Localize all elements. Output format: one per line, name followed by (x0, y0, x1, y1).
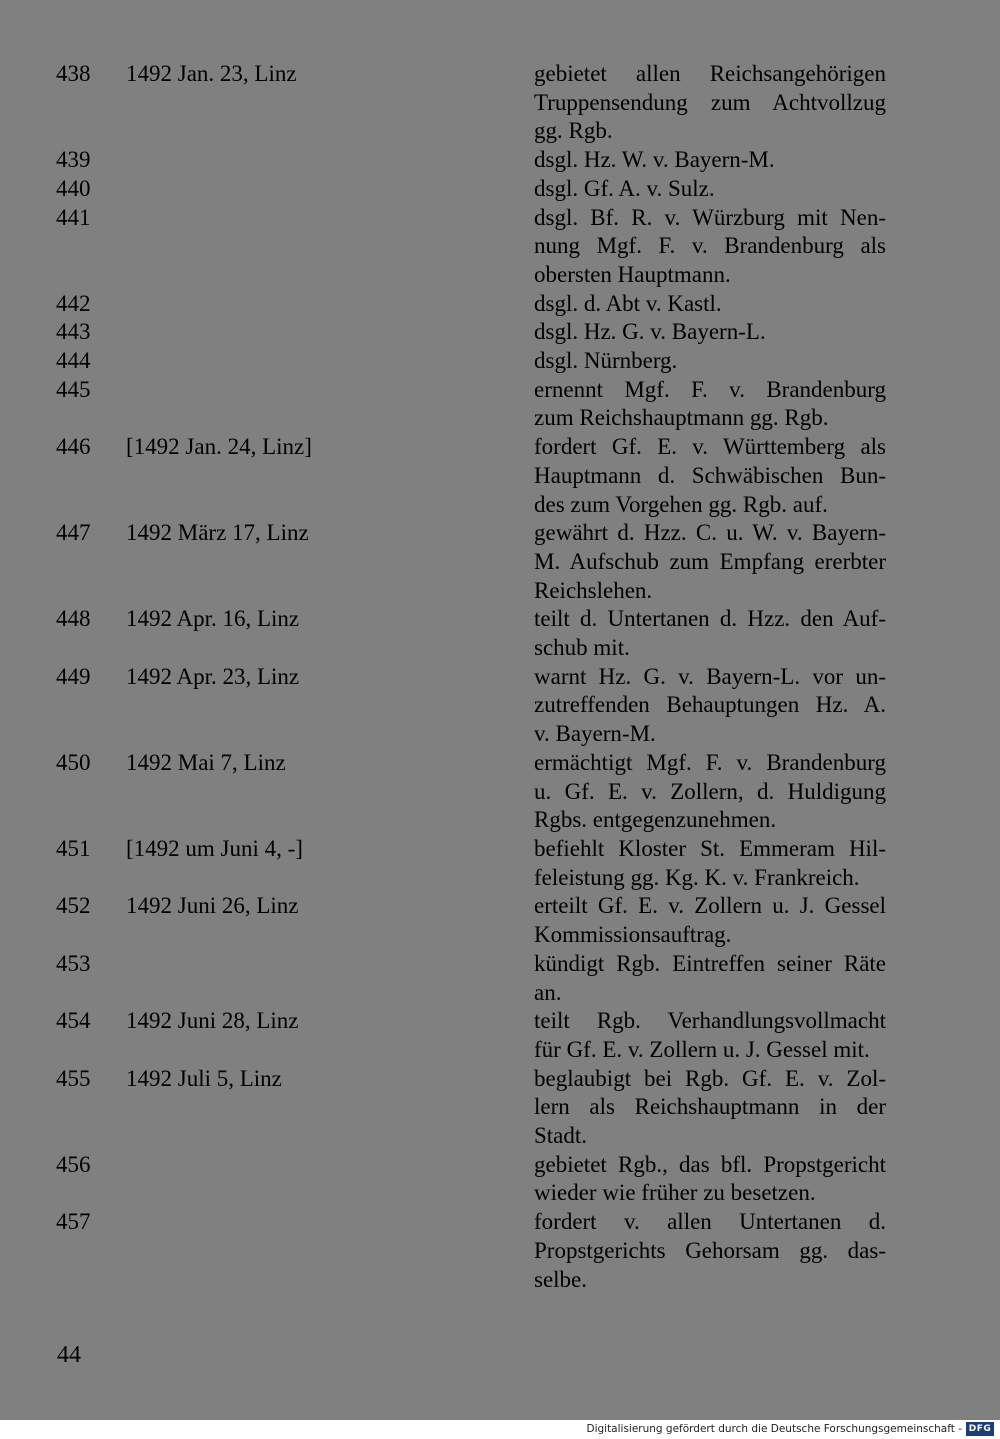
entry-number: 454 (56, 1008, 91, 1034)
entry-number: 447 (56, 520, 91, 546)
entry-date: 1492 Jan. 23, Linz (126, 61, 297, 86)
entry-description (534, 290, 886, 319)
page-number: 44 (57, 1342, 81, 1368)
entry-number: 445 (56, 376, 91, 402)
description-line: für Gf. E. v. Zollern u. J. Gessel mit. (534, 1036, 870, 1062)
entry-date: [1492 Jan. 24, Linz] (126, 434, 312, 460)
description-line: ernennt Mgf. F. v. Brandenburg (534, 376, 886, 402)
description-line: des zum Vorgehen gg. Rgb. auf. (534, 491, 828, 517)
description-line: M. Aufschub zum Empfang ererbter (534, 548, 886, 574)
regest-entry (56, 1065, 906, 1151)
description-line: lern als Reichshauptmann in der (534, 1094, 886, 1120)
entry-number: 446 (56, 434, 91, 460)
regest-entry (56, 950, 906, 1007)
regest-entry (56, 146, 906, 175)
regest-entry (56, 1208, 906, 1294)
regest-entry (56, 1151, 906, 1208)
entry-description (534, 1208, 886, 1294)
description-line: dsgl. Hz. W. v. Bayern-M. (534, 147, 775, 173)
description-line: kündigt Rgb. Eintreffen seiner Räte (534, 950, 886, 976)
entry-number: 449 (56, 663, 91, 689)
entry-description (534, 146, 886, 175)
description-line: warnt Hz. G. v. Bayern-L. vor un- (534, 663, 886, 689)
regest-entry (56, 892, 906, 949)
regest-entry (56, 347, 906, 376)
description-line: befiehlt Kloster St. Emmeram Hil- (534, 835, 886, 861)
entry-description (534, 892, 886, 949)
description-line: teilt d. Untertanen d. Hzz. den Auf- (534, 606, 886, 632)
description-line: dsgl. Nürnberg. (534, 348, 678, 374)
description-line: gebietet Rgb., das bfl. Propstgericht (534, 1151, 886, 1177)
entry-date: 1492 Apr. 16, Linz (126, 606, 300, 632)
description-line: dsgl. Gf. A. v. Sulz. (534, 175, 715, 201)
entry-number: 448 (56, 606, 91, 632)
description-line: Truppensendung zum Achtvollzug (534, 89, 886, 115)
description-line: fordert v. allen Untertanen d. (534, 1209, 886, 1235)
entry-number: 457 (56, 1209, 91, 1235)
entry-number: 443 (56, 319, 91, 345)
entry-date: 1492 Juni 26, Linz (126, 893, 299, 919)
regest-entry (56, 663, 906, 749)
entry-date: 1492 März 17, Linz (126, 520, 309, 546)
description-line: fordert Gf. E. v. Württemberg als (534, 434, 886, 460)
entry-number: 451 (56, 835, 91, 861)
regest-entry (56, 519, 906, 605)
entry-date: 1492 Mai 7, Linz (126, 749, 286, 775)
regest-entry (56, 1007, 906, 1064)
entry-description (534, 519, 886, 605)
entry-description (534, 204, 886, 290)
entry-number: 444 (56, 348, 91, 374)
description-line: Kommissionsauftrag. (534, 922, 732, 948)
description-line: dsgl. d. Abt v. Kastl. (534, 290, 722, 316)
description-line: obersten Hauptmann. (534, 261, 731, 287)
entry-date: 1492 Juni 28, Linz (126, 1008, 299, 1034)
entry-number: 453 (56, 950, 91, 976)
entry-number: 441 (56, 204, 91, 230)
description-line: dsgl. Hz. G. v. Bayern-L. (534, 319, 766, 345)
description-line: dsgl. Bf. R. v. Würzburg mit Nen- (534, 204, 886, 230)
description-line: u. Gf. E. v. Zollern, d. Huldigung (534, 778, 886, 804)
regest-entry (56, 318, 906, 347)
entry-description (534, 60, 886, 146)
entry-description (534, 318, 886, 347)
description-line: nung Mgf. F. v. Brandenburg als (534, 233, 886, 259)
description-line: beglaubigt bei Rgb. Gf. E. v. Zol- (534, 1065, 886, 1091)
description-line: schub mit. (534, 635, 630, 661)
entry-number: 438 (56, 61, 91, 86)
description-line: feleistung gg. Kg. K. v. Frankreich. (534, 864, 860, 890)
description-line: Stadt. (534, 1123, 588, 1149)
entry-number: 456 (56, 1151, 91, 1177)
regest-entry (56, 433, 906, 519)
entry-date: 1492 Juli 5, Linz (126, 1065, 282, 1091)
description-line: teilt Rgb. Verhandlungsvollmacht (534, 1008, 886, 1034)
description-line: Rgbs. entgegenzunehmen. (534, 807, 777, 833)
description-line: zum Reichshauptmann gg. Rgb. (534, 405, 829, 431)
footer-bar (0, 1420, 1000, 1439)
entry-description (534, 1007, 886, 1064)
description-line: v. Bayern-M. (534, 721, 656, 747)
entry-description (534, 950, 886, 1007)
entry-description (534, 433, 886, 519)
description-line: Reichslehen. (534, 577, 653, 603)
description-line: gebietet allen Reichsangehörigen (534, 61, 886, 86)
description-line: erteilt Gf. E. v. Zollern u. J. Gessel (534, 893, 886, 919)
footer-credit: Digitalisierung gefördert durch die Deutsche Forschungsgemeinschaft - (586, 1423, 962, 1435)
description-line: selbe. (534, 1266, 588, 1292)
entry-number: 450 (56, 749, 91, 775)
entry-number: 440 (56, 175, 91, 201)
entry-description (534, 1065, 886, 1151)
description-line: zutreffenden Behauptungen Hz. A. (534, 692, 886, 718)
description-line: Hauptmann d. Schwäbischen Bun- (534, 462, 886, 488)
regest-entry (56, 290, 906, 319)
regest-entry (56, 835, 906, 892)
entry-description (534, 175, 886, 204)
regest-entry (56, 204, 906, 290)
entry-date: 1492 Apr. 23, Linz (126, 663, 300, 689)
entry-description (534, 376, 886, 433)
regest-entry (56, 60, 906, 146)
entry-description (534, 835, 886, 892)
entry-number: 439 (56, 147, 91, 173)
description-line: Propstgerichts Gehorsam gg. das- (534, 1237, 886, 1263)
regest-list (56, 60, 906, 1294)
entry-description (534, 749, 886, 835)
dfg-logo: DFG (966, 1422, 994, 1436)
regest-entry (56, 376, 906, 433)
description-line: gg. Rgb. (534, 118, 613, 144)
entry-number: 442 (56, 290, 91, 316)
entry-number: 452 (56, 893, 91, 919)
description-line: wieder wie früher zu besetzen. (534, 1180, 816, 1206)
entry-description (534, 663, 886, 749)
regest-entry (56, 749, 906, 835)
regest-entry (56, 175, 906, 204)
entry-description (534, 347, 886, 376)
entry-number: 455 (56, 1065, 91, 1091)
description-line: an. (534, 979, 562, 1005)
entry-description (534, 1151, 886, 1208)
description-line: ermächtigt Mgf. F. v. Brandenburg (534, 749, 886, 775)
description-line: gewährt d. Hzz. C. u. W. v. Bayern- (534, 520, 886, 546)
entry-date: [1492 um Juni 4, -] (126, 835, 303, 861)
regest-entry (56, 605, 906, 662)
entry-description (534, 605, 886, 662)
